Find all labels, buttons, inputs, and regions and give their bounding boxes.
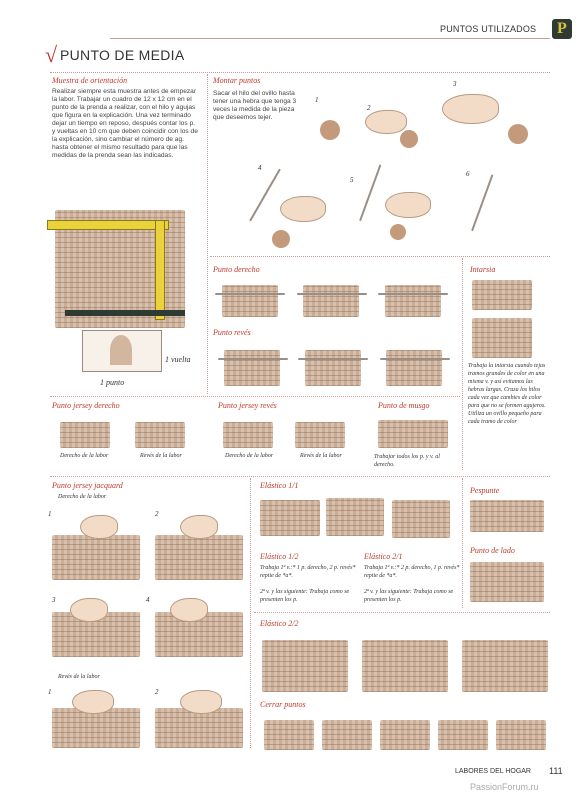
step-number: 2 (367, 104, 371, 112)
montar-text: Sacar el hilo del ovillo hasta tener una hebra que tenga 3 veces la medida de la pieza que deseemos tejer. (213, 90, 297, 121)
elastico12-text2: 2ª v. y las siguiente: Trabaja como se presenten los p. (260, 589, 350, 603)
intarsia-swatch-1 (472, 280, 532, 310)
hand-illustration (442, 94, 499, 124)
divider (462, 258, 463, 470)
step-number: 4 (258, 164, 262, 172)
hand-illustration (80, 515, 118, 539)
divider (250, 478, 251, 748)
swatch-elastico22-2 (362, 640, 448, 692)
swatch-musgo (378, 420, 448, 448)
swatch-reves-3 (386, 350, 442, 386)
swatch-lado (470, 562, 544, 602)
hand-illustration (180, 690, 222, 714)
jersey-derecho-cap2: Revés de la labor (140, 453, 182, 459)
divider (50, 396, 460, 397)
needle-illustration (218, 358, 288, 360)
gauge-swatch-illustration (45, 210, 195, 340)
hand-illustration (70, 598, 108, 622)
jersey-derecho-cap1: Derecho de la labor (60, 453, 109, 459)
elastico21-text1: Trabaja 1ª v.:* 2 p. derecho, 1 p. revés* repite de *a*. (364, 565, 460, 579)
yarn-ball-icon (320, 120, 340, 140)
step-number: 3 (453, 80, 457, 88)
jacquard-swatch-2 (155, 535, 243, 580)
yarn-ball-icon (390, 224, 406, 240)
intarsia-title: Intarsia (470, 265, 496, 274)
hand-illustration (180, 515, 218, 539)
jacquard-sub1: Derecho de la labor (58, 494, 107, 500)
swatch-derecho-1 (222, 285, 278, 317)
swatch-jersey-derecho-front (60, 422, 110, 448)
divider (462, 478, 463, 608)
step-number: 4 (146, 596, 150, 604)
label-vuelta: 1 vuelta (165, 355, 191, 364)
logo-letter: P (557, 20, 567, 37)
elastico21-title: Elástico 2/1 (364, 552, 403, 561)
hand-illustration (170, 598, 208, 622)
elastico22-title: Elástico 2/2 (260, 619, 299, 628)
divider (50, 476, 550, 477)
logo-badge (552, 19, 572, 39)
elastico11-title: Elástico 1/1 (260, 481, 299, 490)
footer-page-number: 111 (549, 766, 563, 776)
pespunte-title: Pespunte (470, 486, 500, 495)
hand-illustration (365, 110, 407, 134)
header-rule (110, 38, 550, 39)
footer-watermark: PassionForum.ru (470, 782, 539, 792)
divider (210, 256, 550, 257)
yarn-ball-icon (400, 130, 418, 148)
jacquard-swatch-5 (52, 708, 140, 748)
header-section-label: PUNTOS UTILIZADOS (440, 24, 537, 34)
jacquard-swatch-6 (155, 708, 243, 748)
hand-illustration (72, 690, 114, 714)
montar-illustrations (210, 80, 550, 250)
step-number: 1 (48, 688, 52, 696)
swatch-reves-1 (224, 350, 280, 386)
hand-illustration (385, 192, 431, 218)
jacquard-swatch-1 (52, 535, 140, 580)
needle-illustration (215, 293, 285, 295)
jacquard-title: Punto jersey jacquard (52, 481, 123, 490)
swatch-reves-2 (305, 350, 361, 386)
jersey-derecho-title: Punto jersey derecho (52, 401, 120, 410)
step-number: 1 (48, 510, 52, 518)
needle-illustration (359, 164, 381, 221)
swatch-cerrar-3 (380, 720, 430, 750)
swatch-elastico22-3 (462, 640, 548, 692)
elastico12-text1: Trabaja 1ª v.:* 1 p. derecho, 2 p. revés* repite de *a*. (260, 565, 356, 579)
yarn-ball-icon (508, 124, 528, 144)
jacquard-sub2: Revés de la labor (58, 674, 100, 680)
hand-illustration (280, 196, 326, 222)
stitch-detail-diagram (82, 330, 162, 372)
swatch-cerrar-5 (496, 720, 546, 750)
needle-illustration (471, 174, 493, 231)
swatch-cerrar-1 (264, 720, 314, 750)
ruler-horizontal (47, 220, 169, 230)
needle-illustration (297, 293, 367, 295)
step-number: 6 (466, 170, 470, 178)
intarsia-swatch-2 (472, 318, 532, 358)
swatch-jersey-reves-back (295, 422, 345, 448)
divider (50, 72, 550, 73)
cerrar-title: Cerrar puntos (260, 700, 306, 709)
swatch-elastico22-1 (262, 640, 348, 692)
jersey-reves-cap2: Revés de la labor (300, 453, 342, 459)
swatch-derecho-3 (385, 285, 441, 317)
title-check: √ (45, 42, 58, 67)
label-punto: 1 punto (100, 378, 125, 387)
intarsia-text: Trabaja la intarsia cuando tejas tramos grandes de color en una misma v. y así evitamos las hebras largas. Cruza los hilos cada vez que cambies de color para que no se formen agujeros. Utiliza un ovillo pequeño para cada tramo de color (468, 363, 546, 425)
montar-title: Montar puntos (213, 76, 261, 85)
needle-illustration (380, 358, 450, 360)
muestra-title: Muestra de orientación (52, 76, 128, 85)
elastico12-title: Elástico 1/2 (260, 552, 299, 561)
divider (254, 612, 550, 613)
lado-title: Punto de lado (470, 546, 515, 555)
needle-illustration (298, 358, 368, 360)
step-number: 3 (52, 596, 56, 604)
jersey-reves-title: Punto jersey revés (218, 401, 277, 410)
yarn-ball-icon (272, 230, 290, 248)
musgo-caption: Trabajar todos los p. y v. al derecho. (374, 454, 440, 468)
footer-magazine: LABORES DEL HOGAR (455, 768, 531, 775)
swatch-elastico11-3 (392, 500, 450, 538)
divider (207, 74, 208, 394)
elastico21-text2: 2ª v. y las siguiente: Trabaja como se presenten los p. (364, 589, 454, 603)
ruler-vertical (155, 220, 165, 320)
step-number: 5 (350, 176, 354, 184)
swatch-elastico11-1 (260, 500, 320, 536)
step-number: 1 (315, 96, 319, 104)
step-number: 2 (155, 510, 159, 518)
swatch-derecho-2 (303, 285, 359, 317)
swatch-cerrar-4 (438, 720, 488, 750)
reves-title: Punto revés (213, 328, 251, 337)
musgo-title: Punto de musgo (378, 401, 430, 410)
ruler-bottom (65, 310, 185, 316)
swatch-cerrar-2 (322, 720, 372, 750)
single-stitch-highlight (110, 335, 132, 365)
swatch-pespunte (470, 500, 544, 532)
derecho-title: Punto derecho (213, 265, 260, 274)
swatch-jersey-reves-front (223, 422, 273, 448)
needle-illustration (249, 169, 281, 222)
jersey-reves-cap1: Derecho de la labor (225, 453, 274, 459)
page-title: PUNTO DE MEDIA (60, 47, 185, 63)
muestra-text: Realizar siempre esta muestra antes de empezar la labor. Trabajar un cuadro de 12 x 12 cm en el punto de la prenda a realizar, con el hilo y agujas que figura en la explicación. Una vez terminado dejar un tiempo en reposo, después contar los p. y vueltas en 10 cm que deben coincidir con los de la explicación, sino cambiar el número de ag. hasta obtener el mismo resultado para que las medidas de la prenda sean las indicadas. (52, 88, 198, 159)
step-number: 2 (155, 688, 159, 696)
needle-illustration (378, 293, 448, 295)
swatch-elastico11-2 (326, 498, 384, 536)
swatch-jersey-derecho-back (135, 422, 185, 448)
